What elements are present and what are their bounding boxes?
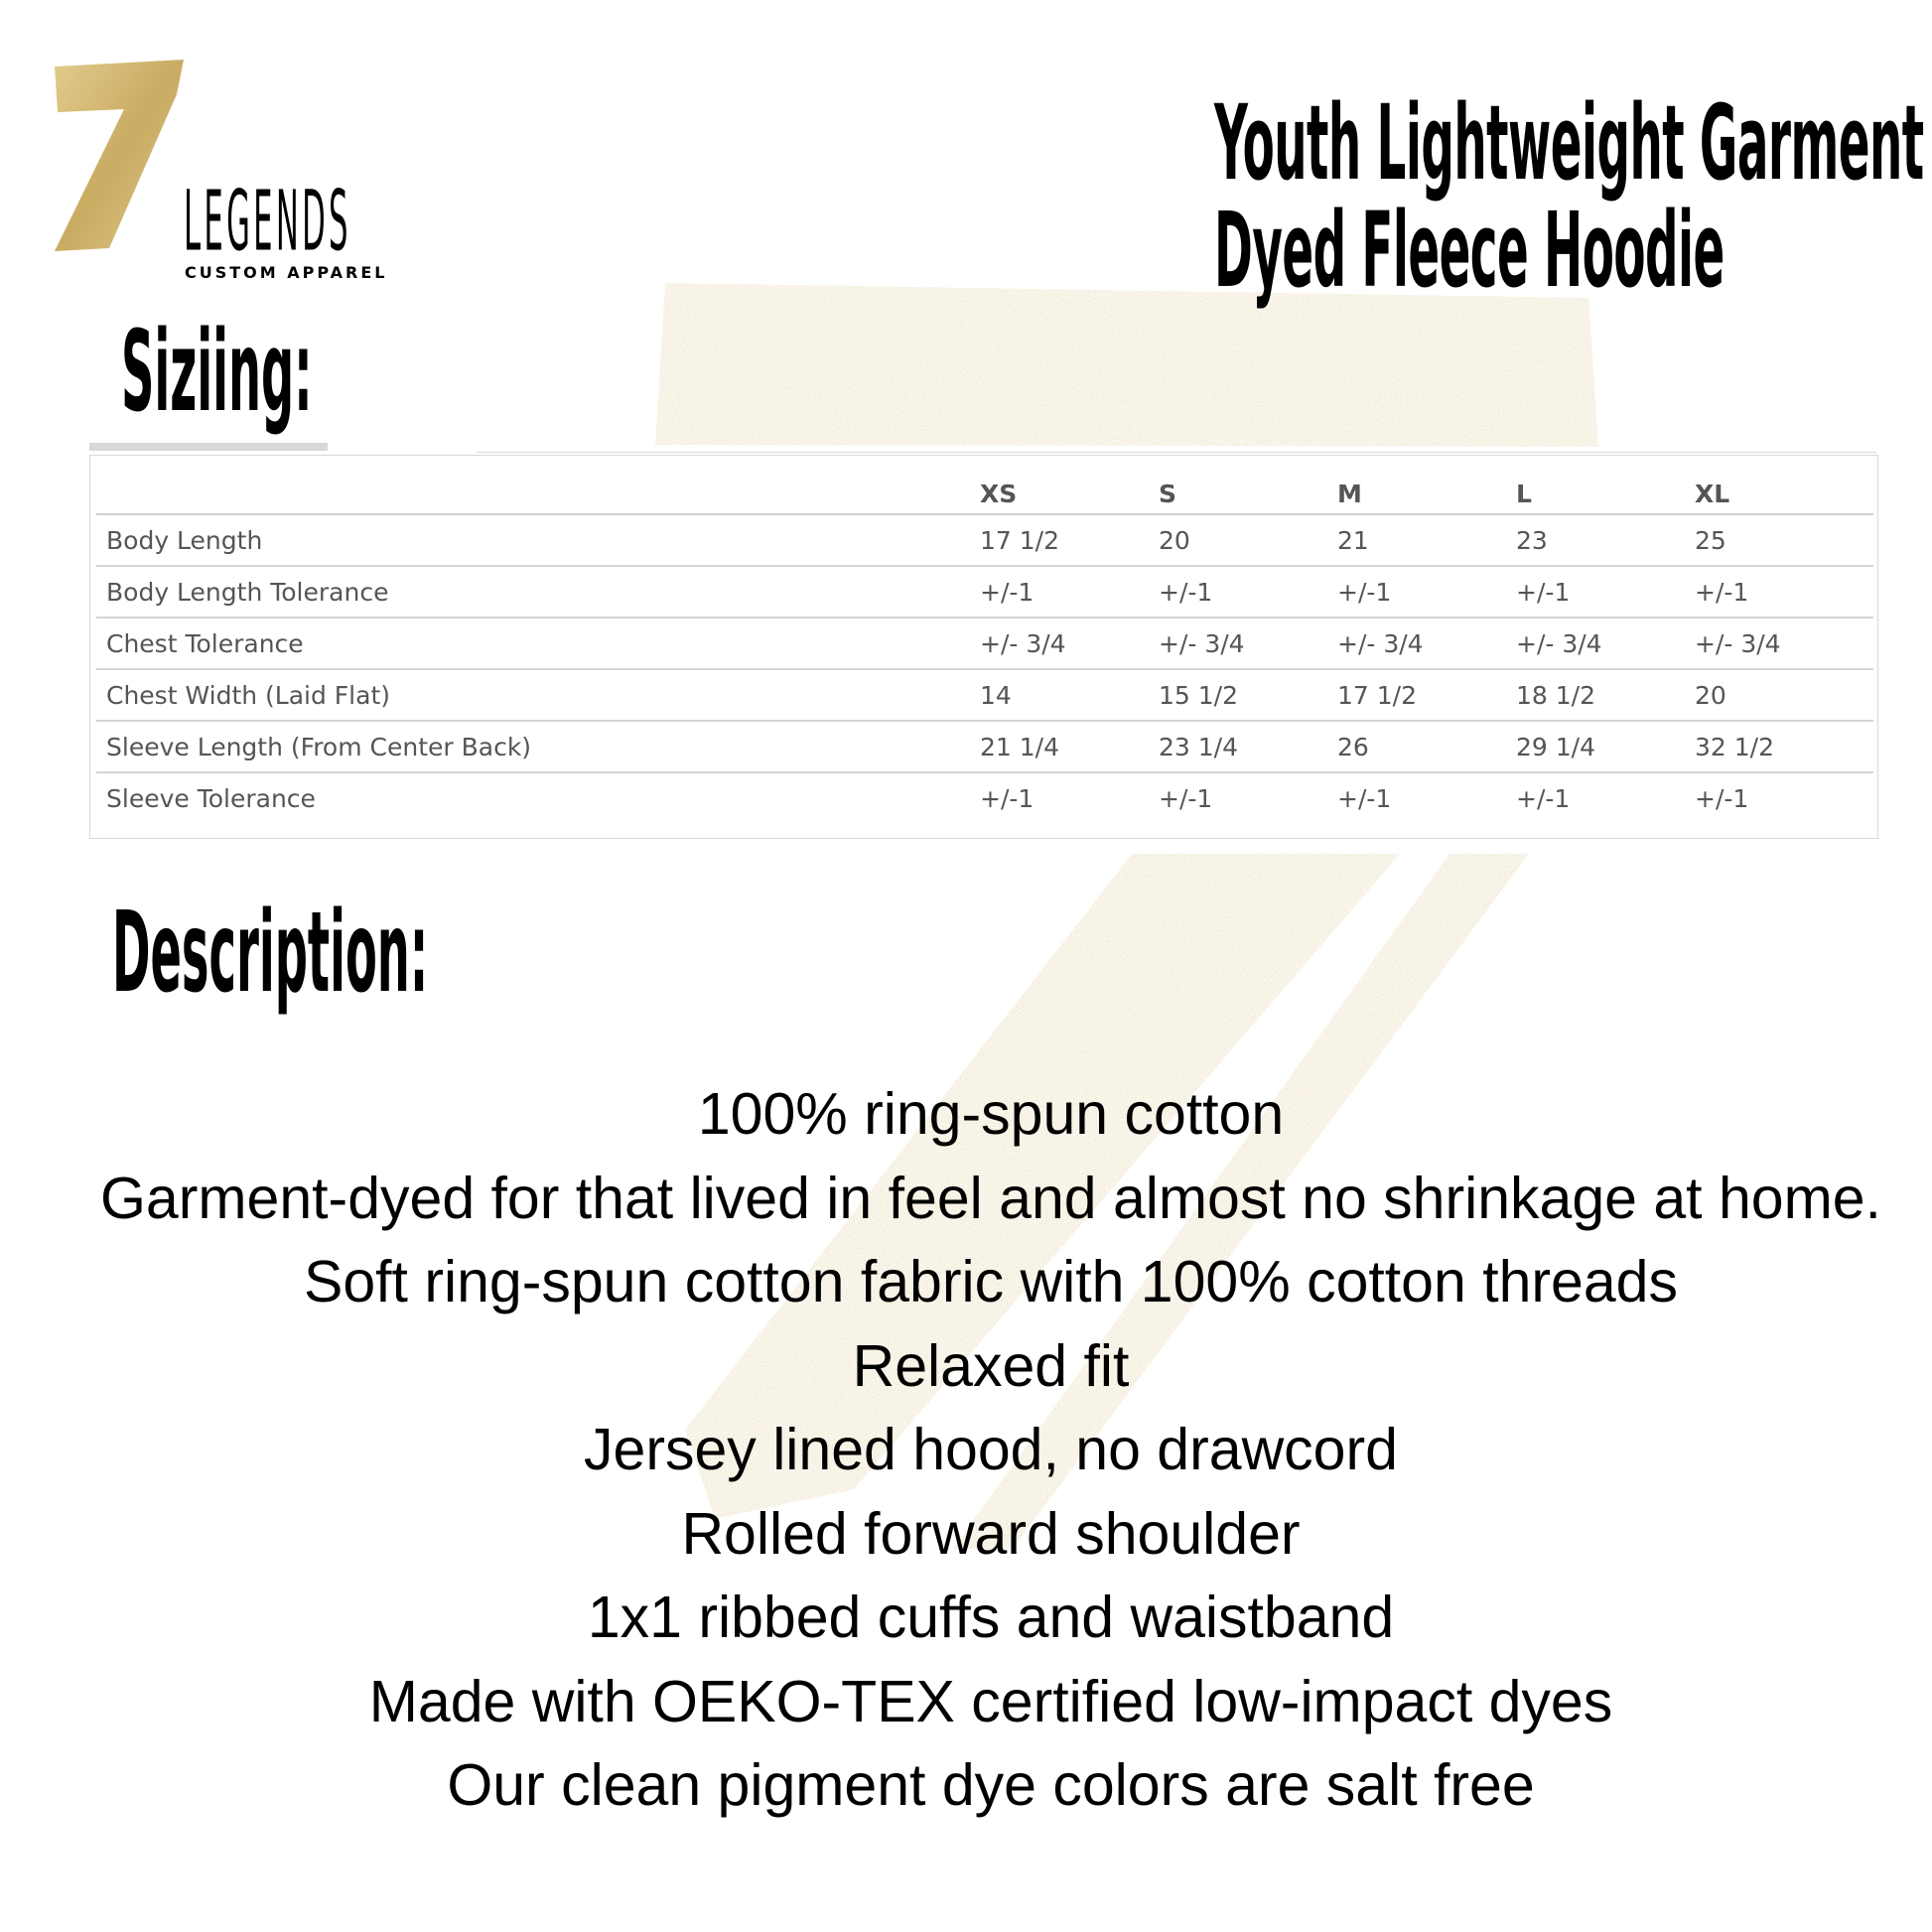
header-blank <box>96 474 980 514</box>
cell-value: 20 <box>1695 669 1873 721</box>
size-chart-header-row <box>96 474 1873 514</box>
cell-value: 17 1/2 <box>1337 669 1516 721</box>
row-label: Chest Width (Laid Flat) <box>96 669 980 721</box>
cell-value: 21 <box>1337 514 1516 566</box>
cell-value: 15 1/2 <box>1159 669 1337 721</box>
header-size-xl: XL <box>1695 474 1873 514</box>
description-line: Garment-dyed for that lived in feel and almost no shrinkage at home. <box>100 1165 1881 1231</box>
size-chart-panel <box>89 455 1878 839</box>
row-label: Sleeve Length (From Center Back) <box>96 721 980 772</box>
description-line: Rolled forward shoulder <box>681 1500 1301 1567</box>
cell-value: +/-1 <box>980 783 1035 813</box>
table-row <box>96 566 1873 618</box>
header-size-l: L <box>1516 474 1695 514</box>
cell-value: +/-1 <box>1695 566 1873 618</box>
table-row <box>96 669 1873 721</box>
cell-value: +/- 3/4 <box>980 618 1159 669</box>
table-row <box>96 514 1873 566</box>
cell-value: 17 1/2 <box>980 514 1159 566</box>
cell-value: +/- 3/4 <box>1695 618 1873 669</box>
cell-value: 14 <box>980 669 1159 721</box>
cell-value: 18 1/2 <box>1516 669 1695 721</box>
description-line: Our clean pigment dye colors are salt free <box>447 1752 1535 1818</box>
size-chart-table <box>96 474 1873 823</box>
row-label: Body Length Tolerance <box>96 566 980 618</box>
table-row <box>96 618 1873 669</box>
cell-value: 21 1/4 <box>980 721 1159 772</box>
cell-value: 26 <box>1337 721 1516 772</box>
cell-value: +/- 3/4 <box>1337 618 1516 669</box>
logo-wordmark: LEGENDS <box>184 172 351 270</box>
header-size-m: M <box>1337 474 1516 514</box>
description-line: Relaxed fit <box>852 1332 1130 1399</box>
sizing-heading: Siziing: <box>121 308 313 437</box>
cell-value: 23 1/4 <box>1159 721 1337 772</box>
product-title-line-1: Youth Lightweight Garment <box>1214 82 1924 204</box>
row-label: Sleeve Tolerance <box>106 783 316 813</box>
product-title-line-2: Dyed Fleece Hoodie <box>1214 190 1725 311</box>
table-tab-divider <box>477 452 1876 453</box>
cell-value: +/-1 <box>1695 783 1749 813</box>
cell-value: +/-1 <box>980 566 1159 618</box>
description-heading: Description: <box>112 889 429 1018</box>
description-line: Soft ring-spun cotton fabric with 100% cotton threads <box>304 1249 1678 1314</box>
cell-value: 29 1/4 <box>1516 721 1695 772</box>
table-tab-indicator <box>89 443 328 451</box>
cell-value: 25 <box>1695 514 1873 566</box>
cell-value: +/-1 <box>1337 783 1392 813</box>
logo-seven-icon <box>50 55 189 253</box>
cell-value: +/-1 <box>1159 566 1337 618</box>
row-label: Chest Tolerance <box>96 618 980 669</box>
table-row <box>96 721 1873 772</box>
cell-value: +/-1 <box>1516 783 1571 813</box>
logo-subtitle: CUSTOM APPAREL <box>185 263 388 282</box>
brand-logo <box>50 55 388 282</box>
header-size-s: S <box>1159 474 1337 514</box>
cell-value: 23 <box>1516 514 1695 566</box>
description-line: Jersey lined hood, no drawcord <box>584 1417 1398 1482</box>
cell-value: 20 <box>1159 514 1337 566</box>
description-list <box>0 1072 1932 1828</box>
cell-value: +/-1 <box>1159 783 1213 813</box>
cell-value: +/-1 <box>1516 566 1695 618</box>
cell-value: +/-1 <box>1337 566 1516 618</box>
description-line: 100% ring-spun cotton <box>697 1081 1285 1147</box>
header-size-xs: XS <box>980 474 1159 514</box>
table-row <box>96 772 1873 823</box>
cell-value: 32 1/2 <box>1695 721 1873 772</box>
cell-value: +/- 3/4 <box>1159 618 1337 669</box>
product-title <box>991 82 1924 311</box>
cell-value: +/- 3/4 <box>1516 618 1695 669</box>
row-label: Body Length <box>96 514 980 566</box>
description-line: 1x1 ribbed cuffs and waistband <box>587 1585 1395 1650</box>
description-line: Made with OEKO-TEX certified low-impact dyes <box>368 1668 1613 1734</box>
